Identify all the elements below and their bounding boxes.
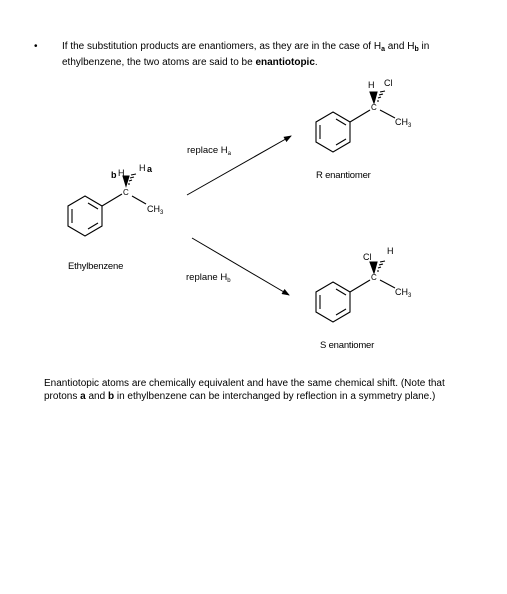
wedge-bond-cl: [370, 262, 377, 273]
benzene-ring: [316, 282, 350, 322]
s-enantiomer-structure: [316, 261, 395, 322]
atom-h: H: [368, 80, 375, 90]
label-b: b: [111, 170, 117, 180]
label-a: a: [147, 164, 153, 174]
hash-bond-h: [377, 261, 385, 271]
hash-bond-cl: [377, 91, 385, 101]
atom-ha: H: [139, 163, 146, 173]
methyl-group: $CH_3$: [395, 117, 412, 129]
atom-cl: Cl: [384, 78, 393, 88]
s-enantiomer-label: S enantiomer: [320, 340, 375, 351]
atom-cl: Cl: [363, 252, 372, 262]
r-enantiomer-label: R enantiomer: [316, 170, 371, 181]
reagent-top: replace $H_a$: [187, 145, 232, 157]
ethylbenzene-label: Ethylbenzene: [68, 261, 124, 272]
atom-h: H: [387, 246, 394, 256]
bullet-marker: •: [34, 41, 38, 52]
arrow-bottom: [192, 238, 289, 295]
carbon-to-methyl-bond: [132, 196, 146, 204]
ring-to-carbon-bond: [102, 194, 122, 206]
atom-carbon: C: [371, 103, 377, 112]
r-enantiomer-structure: [316, 91, 395, 152]
atom-carbon: C: [371, 273, 377, 282]
intro-text: If the substitution products are enantiomers, as they are in the case of $H_a$ and $H_b$ in ethylbenzene, the two atoms are said to be enantiotopic.: [62, 41, 430, 68]
atom-hb: H: [118, 168, 125, 178]
enantiotopic-term: enantiotopic: [255, 57, 315, 68]
reagent-bottom: replane $H_b$: [186, 272, 231, 284]
benzene-ring: [316, 112, 350, 152]
methyl-group: $CH_3$: [147, 204, 164, 216]
conclusion-note: Enantiotopic atoms are chemically equivalent and have the same chemical shift. (Note that protons a and b in ethylbenzene can be interchanged by reflection in a symmetry plane.): [44, 378, 445, 402]
benzene-ring: [68, 196, 102, 236]
ethylbenzene-structure: [68, 174, 146, 236]
methyl-group: $CH_3$: [395, 287, 412, 299]
atom-carbon: C: [123, 188, 129, 197]
wedge-bond-h: [370, 92, 377, 103]
